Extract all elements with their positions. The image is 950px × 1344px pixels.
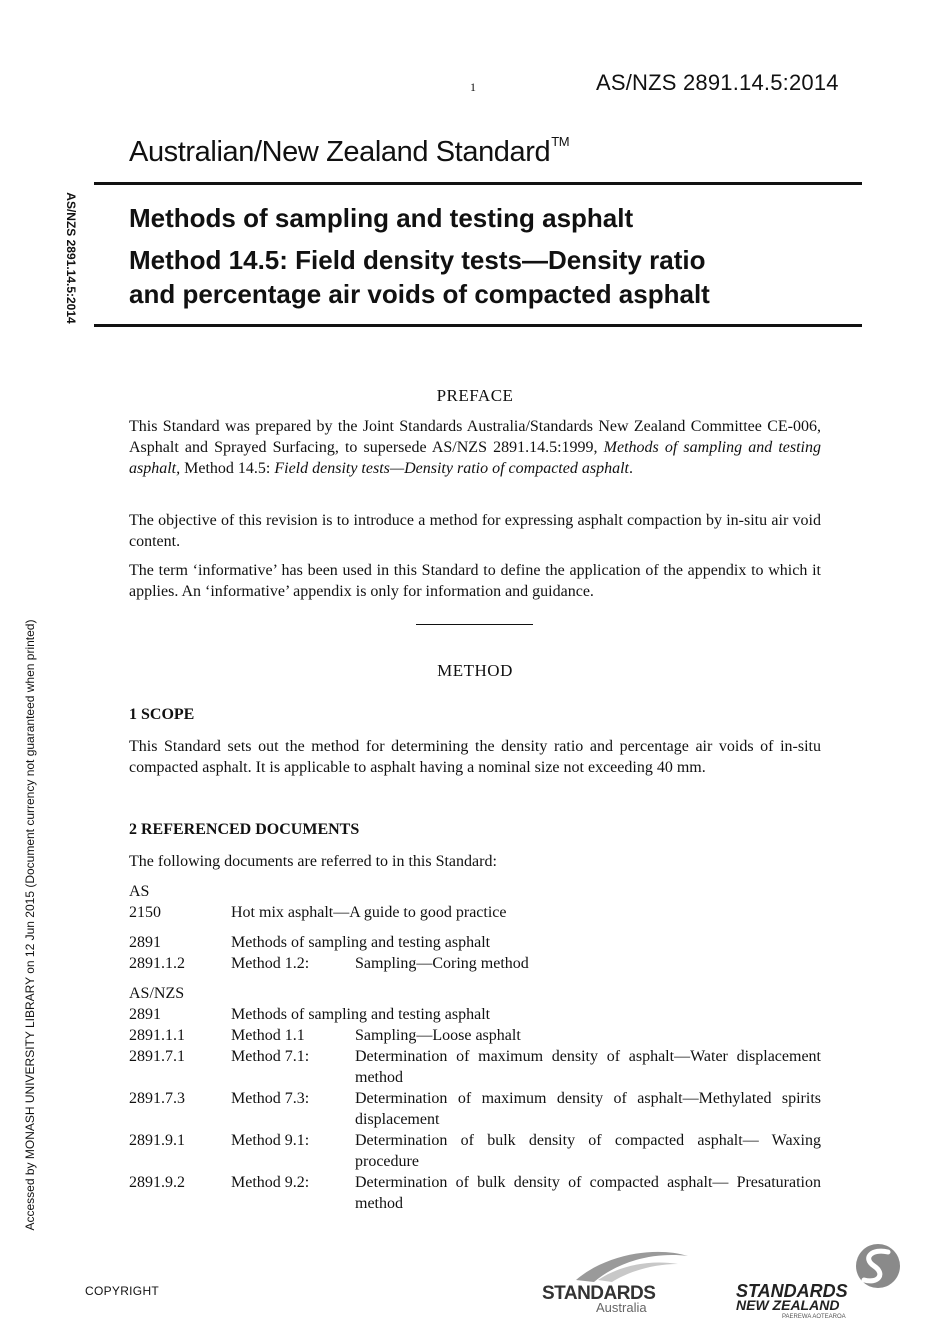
ref-method: Method 1.1	[231, 1027, 305, 1044]
trademark-mark: TM	[551, 134, 570, 149]
standards-australia-logo	[536, 1246, 694, 1316]
preface-heading: PREFACE	[436, 386, 514, 405]
preface-p1-text-b: Method 14.5:	[180, 460, 275, 477]
ref-number: 2891.1.2	[129, 955, 185, 972]
ref-number: 2150	[129, 904, 161, 921]
referenced-documents-heading: 2 REFERENCED DOCUMENTS	[129, 821, 360, 838]
table-row	[129, 1046, 821, 1088]
ref-title: Methods of sampling and testing asphalt	[231, 1006, 491, 1023]
ref-title: Determination of maximum density of asphalt—Water displacement method	[355, 1048, 821, 1086]
standards-new-zealand-logo	[732, 1240, 912, 1320]
ref-number: 2891.7.3	[129, 1090, 185, 1107]
snz-logo-wordmark: STANDARDS	[736, 1281, 848, 1301]
table-row	[129, 932, 821, 953]
asnzs-references	[129, 983, 821, 1214]
ref-title: Determination of bulk density of compacted asphalt— Presaturation method	[355, 1174, 821, 1212]
table-row	[129, 1172, 821, 1214]
referenced-documents-intro: The following documents are referred to in this Standard:	[129, 853, 497, 870]
series-title-text: Australian/New Zealand Standard	[129, 136, 551, 168]
title-line-1: Methods of sampling and testing asphalt	[129, 203, 634, 233]
ref-title: Sampling—Loose asphalt	[355, 1027, 521, 1044]
ref-number: 2891.9.1	[129, 1132, 185, 1149]
side-standard-number: AS/NZS 2891.14.5:2014	[64, 192, 78, 324]
table-row	[129, 1025, 821, 1046]
method-title	[129, 243, 849, 311]
access-note: Accessed by MONASH UNIVERSITY LIBRARY on 12 Jun 2015 (Document currency not guaranteed when printed)	[23, 619, 37, 1231]
ref-number: 2891.9.2	[129, 1174, 185, 1191]
ref-method: Method 1.2:	[231, 955, 310, 972]
snz-logo-maori: PAEREWA AOTEAROA	[782, 1314, 846, 1320]
ref-method: Method 7.3:	[231, 1090, 310, 1107]
scope-paragraph: This Standard sets out the method for determining the density ratio and percentage air voids of in-situ compacted asphalt. It is applicable to asphalt having a nominal size not exceeding 40 mm.	[129, 738, 821, 776]
standard-number: AS/NZS 2891.14.5:2014	[596, 70, 839, 95]
preface-p1-text-a: This Standard was prepared by the Joint Standards Australia/Standards New Zealand Committee CE-006, Asphalt and Sprayed Surfacing, to supersede AS/NZS 2891.14.5:1999,	[129, 418, 821, 456]
preface-paragraph-1	[129, 416, 821, 479]
table-row	[129, 1004, 821, 1025]
section-separator	[416, 624, 533, 625]
table-row	[129, 902, 821, 923]
title-line-3: and percentage air voids of compacted asphalt	[129, 279, 710, 309]
preface-p1-italic-title: Methods of sampling and testing asphalt,	[129, 439, 821, 477]
ref-method: Method 9.1:	[231, 1132, 310, 1149]
document-title	[129, 200, 849, 237]
scope-heading: 1 SCOPE	[129, 706, 195, 723]
ref-number: 2891.1.1	[129, 1027, 185, 1044]
preface-p1-text-c: .	[628, 460, 633, 477]
title-rule-top	[94, 182, 862, 185]
series-title	[129, 136, 569, 169]
as-references-2891	[129, 932, 821, 974]
asnzs-label: AS/NZS	[129, 985, 185, 1002]
ref-number: 2891.7.1	[129, 1048, 185, 1065]
as-references	[129, 881, 821, 923]
sa-logo-wordmark: STANDARDS	[542, 1283, 656, 1304]
page-number: 1	[470, 80, 476, 94]
title-line-2: Method 14.5: Field density tests—Density ratio	[129, 245, 706, 275]
preface-p1-italic-method: Field density tests—Density ratio of compacted asphalt	[274, 460, 629, 477]
ref-method: Method 7.1:	[231, 1048, 310, 1065]
table-row	[129, 1088, 821, 1130]
method-heading: METHOD	[437, 661, 513, 680]
preface-paragraph-3: The term ‘informative’ has been used in this Standard to define the application of the appendix to which it applies. An ‘informative’ appendix is only for information and guidance.	[129, 562, 821, 600]
as-label: AS	[129, 883, 150, 900]
table-row	[129, 953, 821, 974]
copyright-notice: COPYRIGHT	[85, 1284, 160, 1298]
preface-paragraph-2: The objective of this revision is to introduce a method for expressing asphalt compaction by in-situ air void content.	[129, 512, 821, 550]
ref-title: Determination of maximum density of asphalt—Methylated spirits displacement	[355, 1090, 821, 1128]
ref-number: 2891	[129, 1006, 161, 1023]
ref-title: Methods of sampling and testing asphalt	[231, 934, 491, 951]
ref-title: Determination of bulk density of compacted asphalt— Waxing procedure	[355, 1132, 821, 1170]
title-rule-bottom	[94, 324, 862, 327]
ref-number: 2891	[129, 934, 161, 951]
ref-title: Hot mix asphalt—A guide to good practice	[231, 904, 507, 921]
snz-logo-country: NEW ZEALAND	[736, 1297, 840, 1313]
ref-method: Method 9.2:	[231, 1174, 310, 1191]
ref-title: Sampling—Coring method	[355, 955, 529, 972]
table-row	[129, 1130, 821, 1172]
sa-logo-country: Australia	[596, 1300, 647, 1315]
